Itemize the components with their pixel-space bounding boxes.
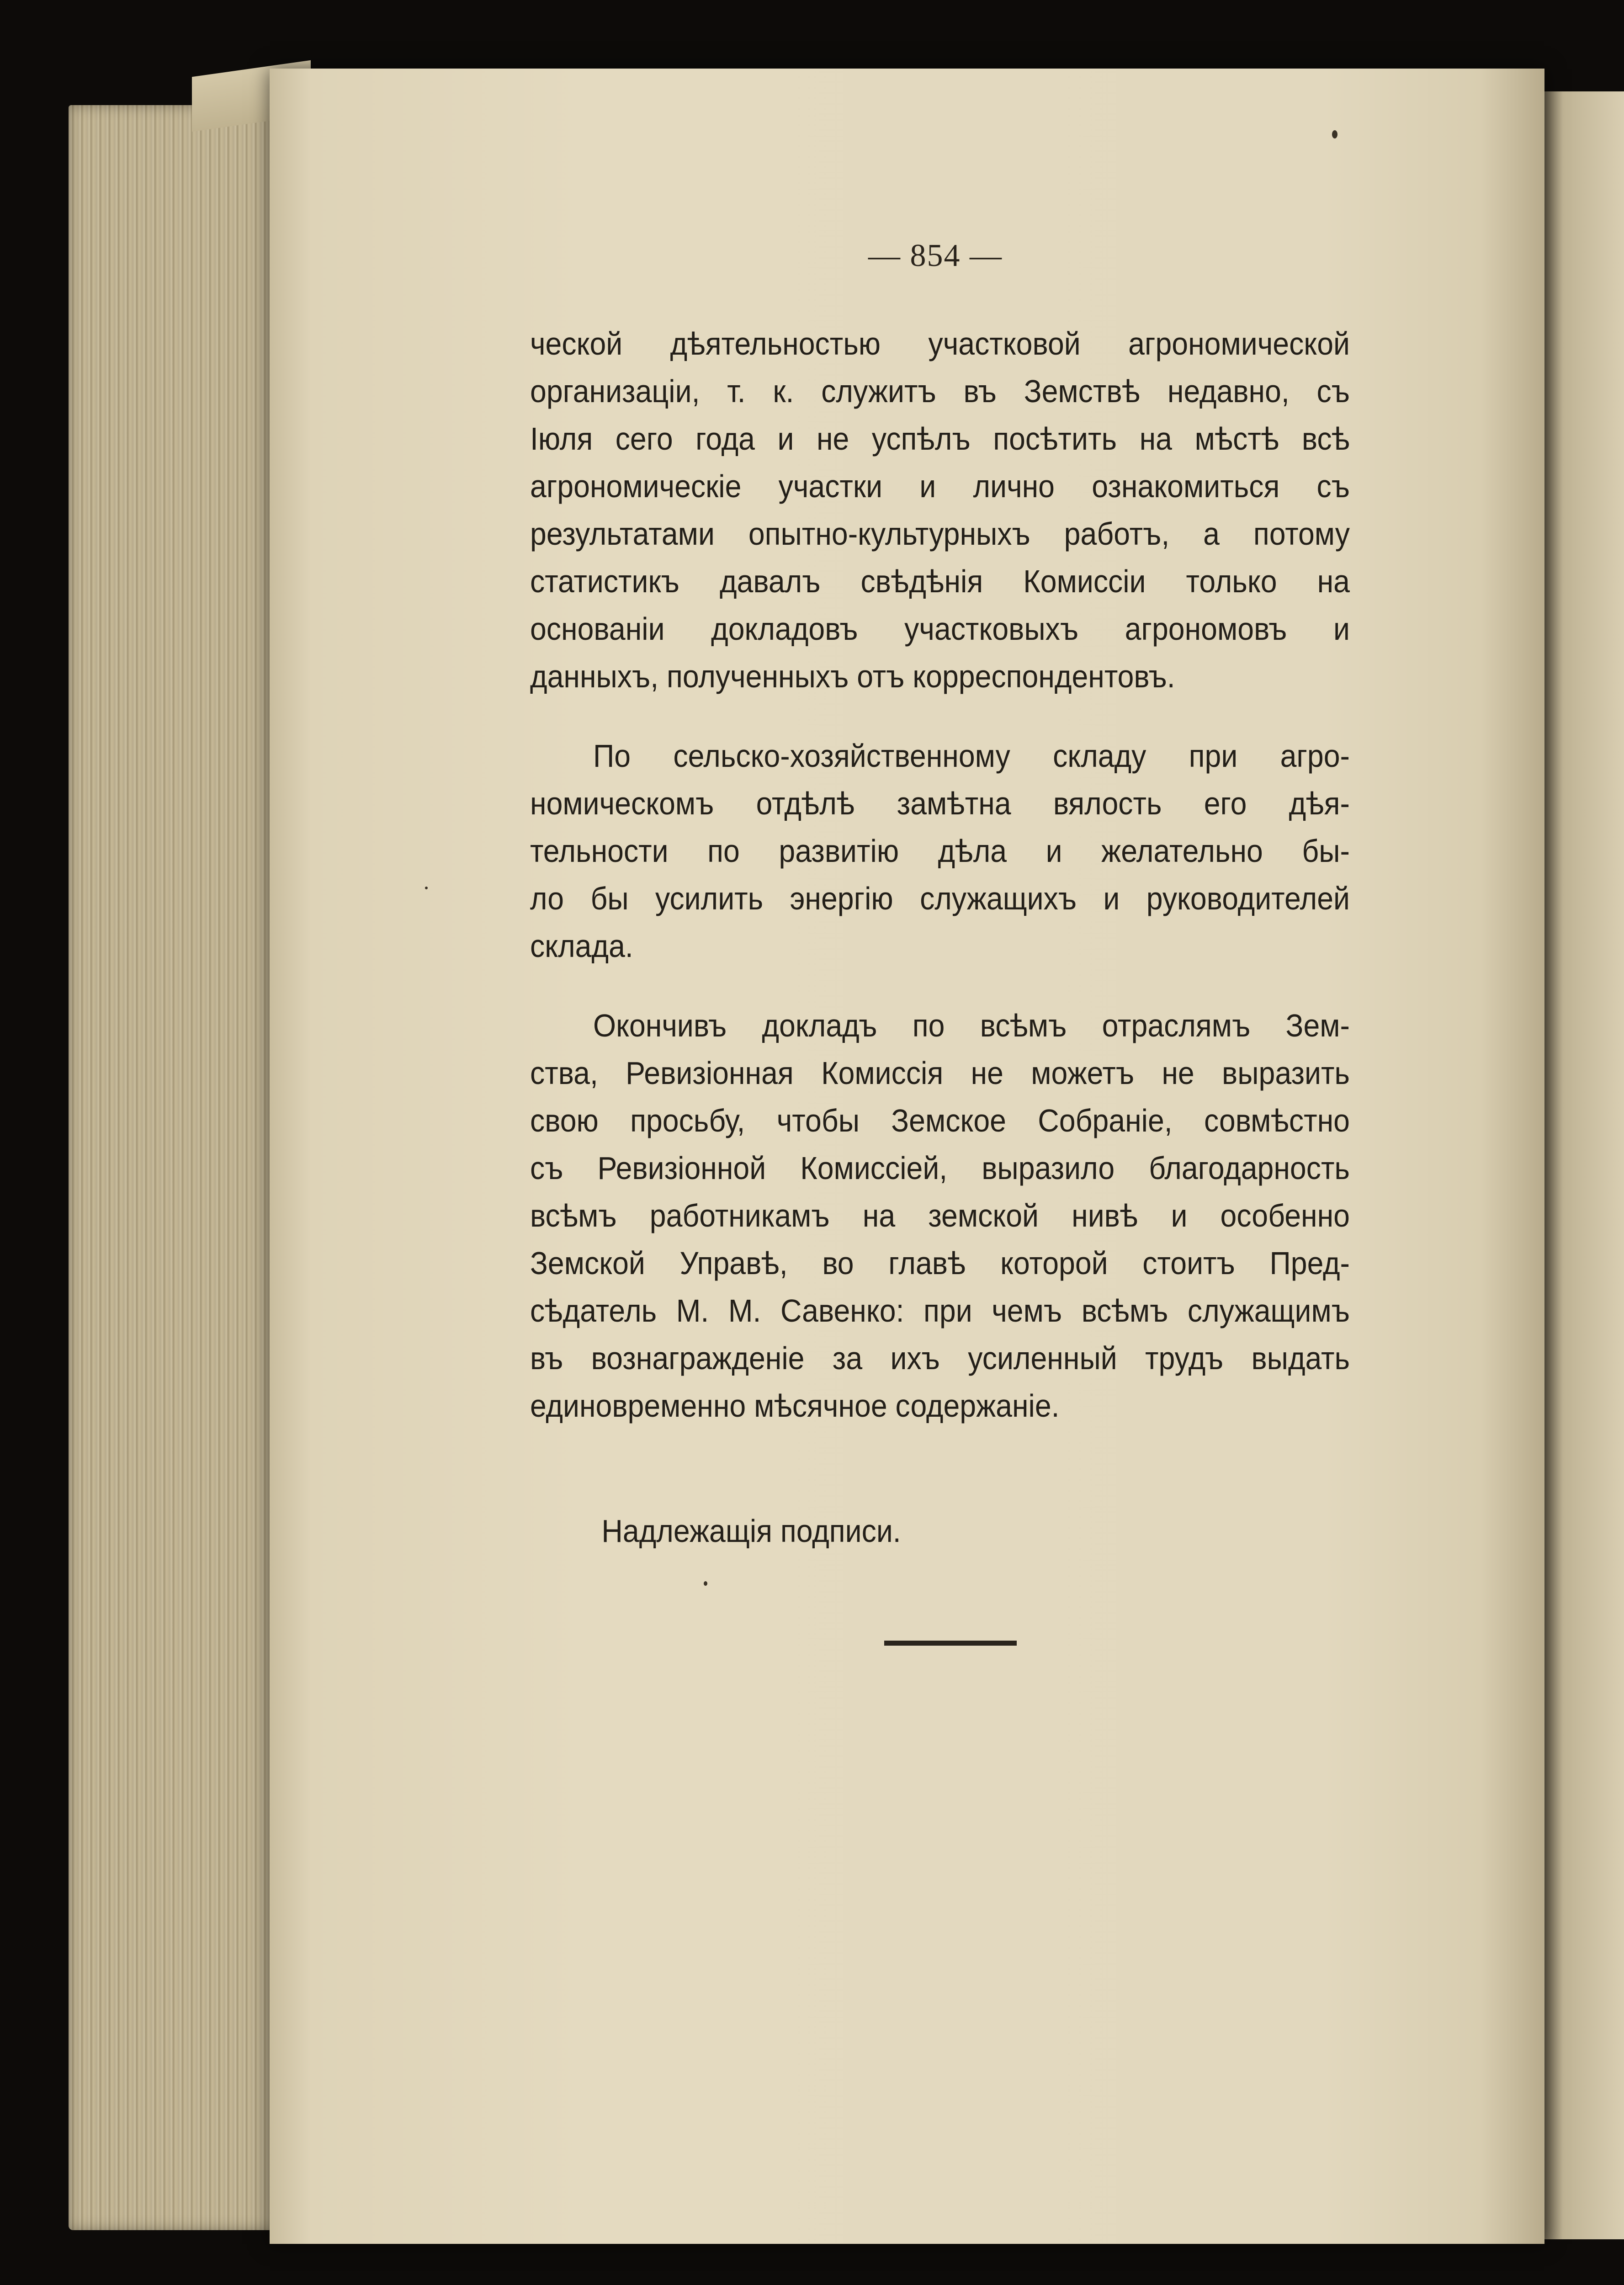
text-line: всѣмъ работникамъ на земской нивѣ и особенно [530,1198,1350,1233]
closing-rule [884,1641,1017,1646]
page-text [530,320,1350,1555]
text-line: организаціи, т. к. служитъ въ Земствѣ недавно, съ [530,373,1350,409]
signatures-line: Надлежащія подписи. [601,1513,901,1549]
text-line: свою просьбу, чтобы Земское Собраніе, совмѣстно [530,1103,1350,1138]
text-line: сѣдатель М. М. Савенко: при чемъ всѣмъ служащимъ [530,1293,1350,1328]
text-line: По сельско-хозяйственному складу при агро- [593,738,1350,774]
text-line: Окончивъ докладъ по всѣмъ отраслямъ Зем- [593,1008,1350,1043]
text-line: ства, Ревизіонная Комиссія не можетъ не выразить [530,1055,1350,1091]
paragraph-1 [530,320,1350,700]
paper-speck [1332,130,1337,138]
text-line: единовременно мѣсячное содержаніе. [530,1388,1060,1424]
text-line: номическомъ отдѣлѣ замѣтна вялость его дѣя- [530,786,1350,821]
facing-page-edge [1544,91,1624,2239]
text-line: статистикъ давалъ свѣдѣнія Комиссіи только на [530,563,1350,599]
text-line: результатами опытно-культурныхъ работъ, а потому [530,516,1350,552]
page-number: — 854 — [868,238,1003,273]
paragraph-3 [530,1002,1350,1429]
text-line: ческой дѣятельностью участковой агрономической [530,326,1350,361]
paper-speck [425,887,428,889]
book-page-edges [69,105,279,2230]
text-line: тельности по развитію дѣла и желательно бы- [530,833,1350,869]
text-line: агрономическіе участки и лично ознакомиться съ [530,468,1350,504]
text-line: склада. [530,928,633,964]
paper-speck [704,1581,707,1586]
text-line: ло бы усилить энергію служащихъ и руководителей [530,881,1350,916]
text-line: Земской Управѣ, во главѣ которой стоитъ Пред- [530,1245,1350,1281]
text-line: съ Ревизіонной Комиссіей, выразило благодарность [530,1150,1350,1186]
text-line: основаніи докладовъ участковыхъ агрономовъ и [530,611,1350,647]
text-line: въ вознагражденіе за ихъ усиленный трудъ выдать [530,1340,1350,1376]
paragraph-2 [530,732,1350,970]
text-line: данныхъ, полученныхъ отъ корреспондентовъ. [530,659,1175,694]
text-line: Іюля сего года и не успѣлъ посѣтить на мѣстѣ всѣ [530,421,1350,457]
